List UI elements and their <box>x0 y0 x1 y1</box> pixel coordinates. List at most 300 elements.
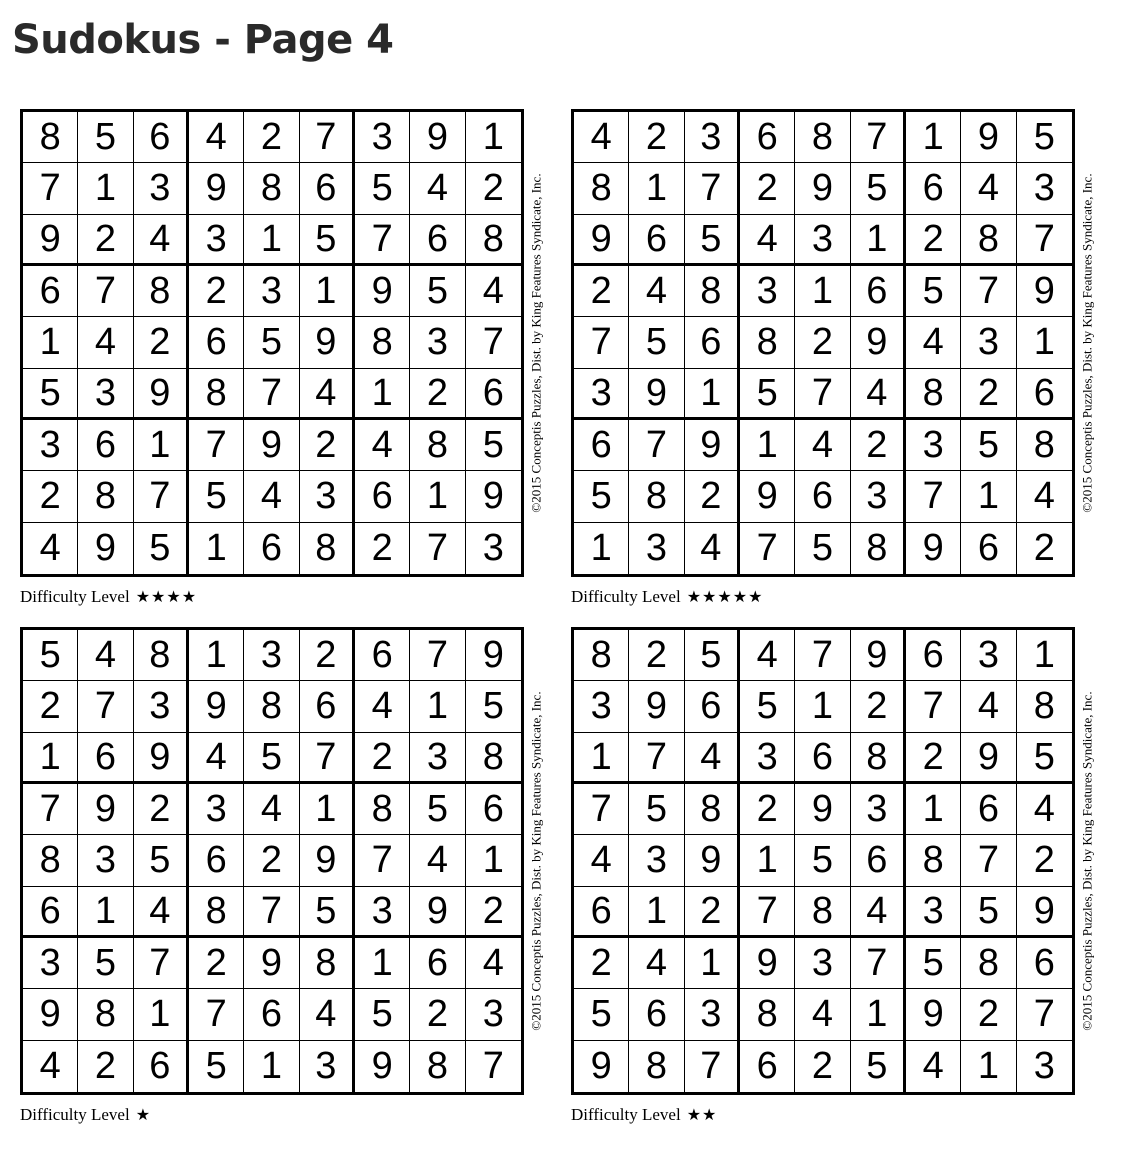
sudoku-cell: 9 <box>906 523 961 574</box>
sudoku-cell: 2 <box>961 369 1016 420</box>
sudoku-cell: 2 <box>740 163 795 214</box>
sudoku-cell: 4 <box>574 112 629 163</box>
copyright-notice: ©2015 Conceptis Puzzles, Dist. by King Features Syndicate, Inc. <box>1080 173 1095 513</box>
sudoku-cell: 1 <box>906 784 961 835</box>
sudoku-cell: 5 <box>795 835 850 886</box>
sudoku-cell: 8 <box>189 887 244 938</box>
sudoku-cell: 5 <box>740 681 795 732</box>
sudoku-cell: 4 <box>466 266 521 317</box>
sudoku-cell: 9 <box>740 938 795 989</box>
sudoku-cell: 3 <box>906 420 961 471</box>
difficulty-level <box>20 587 197 607</box>
sudoku-cell: 4 <box>355 681 410 732</box>
sudoku-cell: 3 <box>300 471 355 522</box>
sudoku-cell: 9 <box>795 784 850 835</box>
difficulty-label: Difficulty Level <box>571 1105 681 1124</box>
sudoku-cell: 3 <box>23 938 78 989</box>
sudoku-cell: 9 <box>906 989 961 1040</box>
sudoku-cell: 5 <box>685 215 740 266</box>
sudoku-puzzle-3 <box>20 627 550 1147</box>
sudoku-cell: 8 <box>906 835 961 886</box>
difficulty-level <box>571 587 763 607</box>
sudoku-cell: 2 <box>78 1041 133 1092</box>
sudoku-cell: 4 <box>189 112 244 163</box>
sudoku-cell: 7 <box>574 784 629 835</box>
sudoku-cell: 8 <box>23 112 78 163</box>
sudoku-cell: 5 <box>300 215 355 266</box>
sudoku-cell: 4 <box>23 523 78 574</box>
sudoku-cell: 7 <box>189 420 244 471</box>
sudoku-cell: 6 <box>851 266 906 317</box>
sudoku-cell: 2 <box>410 989 465 1040</box>
sudoku-cell: 7 <box>1017 215 1072 266</box>
sudoku-cell: 1 <box>466 112 521 163</box>
difficulty-stars: ★★ <box>686 1105 718 1124</box>
sudoku-cell: 7 <box>961 266 1016 317</box>
sudoku-cell: 2 <box>189 266 244 317</box>
sudoku-cell: 3 <box>795 215 850 266</box>
sudoku-cell: 6 <box>466 369 521 420</box>
sudoku-cell: 1 <box>189 523 244 574</box>
sudoku-cell: 3 <box>78 369 133 420</box>
sudoku-cell: 8 <box>134 630 189 681</box>
sudoku-cell: 4 <box>629 938 684 989</box>
sudoku-cell: 8 <box>244 163 299 214</box>
sudoku-cell: 9 <box>574 1041 629 1092</box>
sudoku-cell: 1 <box>1017 317 1072 368</box>
sudoku-cell: 4 <box>685 733 740 784</box>
sudoku-cell: 9 <box>355 266 410 317</box>
sudoku-cell: 9 <box>574 215 629 266</box>
sudoku-cell: 5 <box>851 1041 906 1092</box>
page-title: Sudokus - Page 4 <box>12 17 394 63</box>
sudoku-cell: 3 <box>961 630 1016 681</box>
sudoku-cell: 1 <box>629 887 684 938</box>
sudoku-cell: 4 <box>1017 471 1072 522</box>
sudoku-cell: 7 <box>1017 989 1072 1040</box>
sudoku-cell: 2 <box>851 681 906 732</box>
sudoku-cell: 1 <box>300 266 355 317</box>
sudoku-cell: 2 <box>1017 835 1072 886</box>
sudoku-cell: 7 <box>851 112 906 163</box>
sudoku-cell: 3 <box>244 630 299 681</box>
sudoku-cell: 1 <box>851 215 906 266</box>
sudoku-cell: 4 <box>244 784 299 835</box>
sudoku-cell: 1 <box>23 733 78 784</box>
sudoku-cell: 2 <box>355 523 410 574</box>
sudoku-cell: 1 <box>244 215 299 266</box>
sudoku-cell: 1 <box>78 163 133 214</box>
sudoku-cell: 9 <box>466 471 521 522</box>
copyright-notice: ©2015 Conceptis Puzzles, Dist. by King Features Syndicate, Inc. <box>529 691 544 1031</box>
sudoku-cell: 5 <box>961 887 1016 938</box>
sudoku-cell: 7 <box>134 938 189 989</box>
sudoku-cell: 5 <box>1017 733 1072 784</box>
sudoku-cell: 8 <box>466 733 521 784</box>
sudoku-cell: 2 <box>410 369 465 420</box>
sudoku-cell: 7 <box>300 112 355 163</box>
sudoku-cell: 8 <box>355 317 410 368</box>
sudoku-cell: 4 <box>78 317 133 368</box>
sudoku-cell: 4 <box>574 835 629 886</box>
sudoku-cell: 3 <box>574 369 629 420</box>
sudoku-cell: 6 <box>23 887 78 938</box>
difficulty-stars: ★★★★ <box>135 587 198 606</box>
sudoku-cell: 8 <box>78 471 133 522</box>
sudoku-cell: 5 <box>574 471 629 522</box>
sudoku-cell: 1 <box>740 835 795 886</box>
sudoku-cell: 1 <box>961 1041 1016 1092</box>
sudoku-cell: 8 <box>410 420 465 471</box>
sudoku-cell: 3 <box>410 317 465 368</box>
difficulty-label: Difficulty Level <box>20 587 130 606</box>
sudoku-cell: 1 <box>466 835 521 886</box>
sudoku-cell: 4 <box>740 630 795 681</box>
sudoku-cell: 3 <box>300 1041 355 1092</box>
sudoku-cell: 6 <box>189 317 244 368</box>
sudoku-cell: 8 <box>244 681 299 732</box>
sudoku-cell: 6 <box>685 317 740 368</box>
sudoku-cell: 2 <box>1033 527 1055 570</box>
sudoku-cell: 6 <box>795 471 850 522</box>
sudoku-cell: 9 <box>244 938 299 989</box>
difficulty-stars: ★★★★★ <box>686 587 764 606</box>
sudoku-cell: 2 <box>906 215 961 266</box>
sudoku-cell: 9 <box>355 1041 410 1092</box>
sudoku-cell: 1 <box>189 630 244 681</box>
sudoku-cell: 5 <box>906 266 961 317</box>
sudoku-cell: 6 <box>574 887 629 938</box>
sudoku-cell: 6 <box>961 523 1016 574</box>
sudoku-cell: 2 <box>244 112 299 163</box>
sudoku-cell: 2 <box>574 938 629 989</box>
sudoku-cell: 2 <box>961 989 1016 1040</box>
sudoku-cell: 2 <box>629 630 684 681</box>
sudoku-cell: 5 <box>244 733 299 784</box>
sudoku-cell: 2 <box>189 938 244 989</box>
sudoku-cell: 7 <box>23 163 78 214</box>
sudoku-cell: 6 <box>134 1041 189 1092</box>
sudoku-cell: 2 <box>355 733 410 784</box>
sudoku-cell: 9 <box>685 835 740 886</box>
sudoku-cell: 4 <box>244 471 299 522</box>
sudoku-cell: 2 <box>685 887 740 938</box>
sudoku-cell: 7 <box>410 630 465 681</box>
sudoku-cell: 2 <box>78 215 133 266</box>
sudoku-cell: 6 <box>189 835 244 886</box>
sudoku-cell: 9 <box>961 112 1016 163</box>
sudoku-cell: 6 <box>78 733 133 784</box>
sudoku-cell: 3 <box>355 887 410 938</box>
sudoku-cell: 6 <box>300 681 355 732</box>
sudoku-cell: 9 <box>851 630 906 681</box>
sudoku-cell: 5 <box>410 266 465 317</box>
sudoku-cell: 4 <box>795 420 850 471</box>
sudoku-cell: 9 <box>851 317 906 368</box>
sudoku-cell: 7 <box>23 784 78 835</box>
sudoku-cell: 8 <box>795 887 850 938</box>
sudoku-cell: 9 <box>189 681 244 732</box>
copyright-notice: ©2015 Conceptis Puzzles, Dist. by King Features Syndicate, Inc. <box>1080 691 1095 1031</box>
sudoku-cell: 9 <box>740 471 795 522</box>
sudoku-cell: 5 <box>629 784 684 835</box>
sudoku-cell: 5 <box>466 420 521 471</box>
sudoku-cell: 9 <box>961 733 1016 784</box>
sudoku-cell: 1 <box>300 784 355 835</box>
sudoku-cell: 4 <box>906 1041 961 1092</box>
sudoku-cell: 6 <box>1017 938 1072 989</box>
difficulty-stars: ★ <box>135 1105 152 1124</box>
sudoku-cell: 8 <box>795 112 850 163</box>
sudoku-cell: 2 <box>300 630 355 681</box>
sudoku-puzzle-1 <box>20 109 550 629</box>
sudoku-cell: 2 <box>244 835 299 886</box>
sudoku-cell: 1 <box>906 112 961 163</box>
sudoku-cell: 8 <box>300 523 355 574</box>
sudoku-cell: 5 <box>685 630 740 681</box>
sudoku-cell: 7 <box>482 1045 504 1088</box>
sudoku-cell: 3 <box>189 784 244 835</box>
sudoku-cell: 1 <box>961 471 1016 522</box>
copyright-notice: ©2015 Conceptis Puzzles, Dist. by King Features Syndicate, Inc. <box>529 173 544 513</box>
sudoku-cell: 9 <box>134 369 189 420</box>
sudoku-cell: 8 <box>574 163 629 214</box>
sudoku-cell: 5 <box>1017 112 1072 163</box>
sudoku-cell: 2 <box>23 471 78 522</box>
sudoku-grid <box>571 627 1075 1095</box>
sudoku-cell: 7 <box>78 266 133 317</box>
sudoku-cell: 7 <box>355 835 410 886</box>
sudoku-cell: 2 <box>466 887 521 938</box>
sudoku-cell: 8 <box>78 989 133 1040</box>
sudoku-cell: 5 <box>906 938 961 989</box>
sudoku-cell: 7 <box>466 317 521 368</box>
sudoku-cell: 2 <box>851 420 906 471</box>
sudoku-cell: 8 <box>1017 681 1072 732</box>
sudoku-cell: 1 <box>244 1041 299 1092</box>
sudoku-cell: 7 <box>189 989 244 1040</box>
sudoku-cell: 8 <box>629 471 684 522</box>
sudoku-cell: 9 <box>300 317 355 368</box>
sudoku-cell: 1 <box>574 523 629 574</box>
sudoku-cell: 1 <box>355 938 410 989</box>
sudoku-cell: 2 <box>795 1041 850 1092</box>
sudoku-cell: 1 <box>629 163 684 214</box>
sudoku-cell: 9 <box>23 215 78 266</box>
sudoku-cell: 5 <box>574 989 629 1040</box>
sudoku-cell: 4 <box>410 163 465 214</box>
sudoku-cell: 2 <box>134 317 189 368</box>
sudoku-cell: 4 <box>134 215 189 266</box>
sudoku-cell: 5 <box>355 989 410 1040</box>
sudoku-cell: 7 <box>795 369 850 420</box>
sudoku-cell: 9 <box>410 887 465 938</box>
sudoku-cell: 6 <box>906 163 961 214</box>
sudoku-cell: 9 <box>244 420 299 471</box>
sudoku-cell: 1 <box>1017 630 1072 681</box>
sudoku-cell: 7 <box>629 420 684 471</box>
sudoku-cell: 3 <box>685 112 740 163</box>
sudoku-cell: 1 <box>410 681 465 732</box>
sudoku-cell: 6 <box>355 630 410 681</box>
sudoku-cell: 6 <box>134 112 189 163</box>
sudoku-cell: 9 <box>629 369 684 420</box>
sudoku-cell: 3 <box>134 681 189 732</box>
sudoku-cell: 1 <box>851 989 906 1040</box>
sudoku-cell: 7 <box>134 471 189 522</box>
sudoku-cell: 3 <box>410 733 465 784</box>
sudoku-cell: 6 <box>1017 369 1072 420</box>
difficulty-label: Difficulty Level <box>571 587 681 606</box>
sudoku-cell: 4 <box>355 420 410 471</box>
sudoku-cell: 9 <box>189 163 244 214</box>
sudoku-cell: 2 <box>466 163 521 214</box>
sudoku-cell: 5 <box>795 523 850 574</box>
sudoku-cell: 4 <box>189 733 244 784</box>
sudoku-cell: 1 <box>795 681 850 732</box>
sudoku-cell: 1 <box>410 471 465 522</box>
sudoku-cell: 3 <box>466 989 521 1040</box>
sudoku-cell: 2 <box>300 420 355 471</box>
sudoku-cell: 6 <box>851 835 906 886</box>
sudoku-cell: 9 <box>78 784 133 835</box>
sudoku-cell: 4 <box>740 215 795 266</box>
sudoku-cell: 4 <box>851 887 906 938</box>
sudoku-cell: 9 <box>1017 887 1072 938</box>
sudoku-cell: 5 <box>410 784 465 835</box>
sudoku-cell: 8 <box>355 784 410 835</box>
sudoku-cell: 6 <box>466 784 521 835</box>
sudoku-cell: 8 <box>685 266 740 317</box>
sudoku-cell: 3 <box>23 420 78 471</box>
sudoku-cell: 1 <box>685 938 740 989</box>
sudoku-cell: 8 <box>906 369 961 420</box>
sudoku-cell: 3 <box>1017 163 1072 214</box>
sudoku-cell: 7 <box>685 1041 740 1092</box>
sudoku-cell: 9 <box>300 835 355 886</box>
sudoku-cell: 5 <box>134 835 189 886</box>
sudoku-cell: 4 <box>961 163 1016 214</box>
difficulty-level <box>571 1105 717 1125</box>
sudoku-cell: 2 <box>134 784 189 835</box>
sudoku-cell: 3 <box>629 835 684 886</box>
sudoku-cell: 3 <box>244 266 299 317</box>
sudoku-cell: 9 <box>410 112 465 163</box>
sudoku-puzzle-4 <box>571 627 1101 1147</box>
sudoku-grid <box>571 109 1075 577</box>
sudoku-cell: 2 <box>906 733 961 784</box>
sudoku-cell: 5 <box>300 887 355 938</box>
sudoku-cell: 1 <box>355 369 410 420</box>
sudoku-cell: 2 <box>23 681 78 732</box>
sudoku-cell: 6 <box>355 471 410 522</box>
sudoku-cell: 5 <box>740 369 795 420</box>
sudoku-cell: 5 <box>78 112 133 163</box>
sudoku-cell: 7 <box>795 630 850 681</box>
sudoku-cell: 4 <box>906 317 961 368</box>
sudoku-cell: 7 <box>740 523 795 574</box>
sudoku-cell: 8 <box>851 733 906 784</box>
sudoku-cell: 7 <box>906 471 961 522</box>
sudoku-cell: 6 <box>629 215 684 266</box>
sudoku-cell: 8 <box>134 266 189 317</box>
sudoku-cell: 5 <box>629 317 684 368</box>
sudoku-cell: 2 <box>740 784 795 835</box>
sudoku-cell: 3 <box>851 784 906 835</box>
sudoku-cell: 6 <box>244 523 299 574</box>
sudoku-cell: 1 <box>574 733 629 784</box>
sudoku-cell: 4 <box>466 938 521 989</box>
sudoku-cell: 5 <box>851 163 906 214</box>
sudoku-cell: 6 <box>410 938 465 989</box>
sudoku-cell: 6 <box>300 163 355 214</box>
sudoku-cell: 7 <box>851 938 906 989</box>
sudoku-cell: 4 <box>78 630 133 681</box>
sudoku-cell: 9 <box>795 163 850 214</box>
sudoku-cell: 4 <box>23 1041 78 1092</box>
sudoku-cell: 8 <box>23 835 78 886</box>
sudoku-cell: 1 <box>23 317 78 368</box>
difficulty-label: Difficulty Level <box>20 1105 130 1124</box>
sudoku-cell: 3 <box>740 733 795 784</box>
sudoku-cell: 6 <box>906 630 961 681</box>
sudoku-cell: 4 <box>410 835 465 886</box>
sudoku-cell: 2 <box>629 112 684 163</box>
sudoku-cell: 5 <box>244 317 299 368</box>
sudoku-cell: 8 <box>851 523 906 574</box>
sudoku-cell: 3 <box>1033 1045 1055 1088</box>
sudoku-cell: 8 <box>961 938 1016 989</box>
sudoku-cell: 3 <box>961 317 1016 368</box>
sudoku-cell: 6 <box>244 989 299 1040</box>
sudoku-grid <box>20 109 524 577</box>
sudoku-cell: 8 <box>300 938 355 989</box>
sudoku-cell: 7 <box>629 733 684 784</box>
sudoku-cell: 7 <box>410 523 465 574</box>
sudoku-cell: 4 <box>1017 784 1072 835</box>
sudoku-cell: 4 <box>685 523 740 574</box>
sudoku-cell: 4 <box>300 989 355 1040</box>
sudoku-cell: 6 <box>410 215 465 266</box>
sudoku-cell: 3 <box>482 527 504 570</box>
sudoku-cell: 5 <box>189 471 244 522</box>
sudoku-cell: 2 <box>795 317 850 368</box>
sudoku-cell: 7 <box>685 163 740 214</box>
sudoku-cell: 3 <box>629 523 684 574</box>
sudoku-cell: 6 <box>574 420 629 471</box>
sudoku-cell: 5 <box>466 681 521 732</box>
sudoku-cell: 7 <box>78 681 133 732</box>
sudoku-cell: 7 <box>244 369 299 420</box>
sudoku-cell: 6 <box>78 420 133 471</box>
sudoku-cell: 6 <box>629 989 684 1040</box>
sudoku-cell: 1 <box>795 266 850 317</box>
sudoku-cell: 6 <box>23 266 78 317</box>
sudoku-cell: 5 <box>78 938 133 989</box>
sudoku-cell: 9 <box>685 420 740 471</box>
sudoku-cell: 6 <box>740 1041 795 1092</box>
sudoku-cell: 3 <box>574 681 629 732</box>
sudoku-cell: 5 <box>355 163 410 214</box>
sudoku-cell: 7 <box>961 835 1016 886</box>
sudoku-cell: 2 <box>685 471 740 522</box>
sudoku-cell: 3 <box>189 215 244 266</box>
sudoku-cell: 6 <box>740 112 795 163</box>
sudoku-cell: 9 <box>78 523 133 574</box>
sudoku-cell: 7 <box>355 215 410 266</box>
difficulty-level <box>20 1105 151 1125</box>
sudoku-cell: 3 <box>906 887 961 938</box>
